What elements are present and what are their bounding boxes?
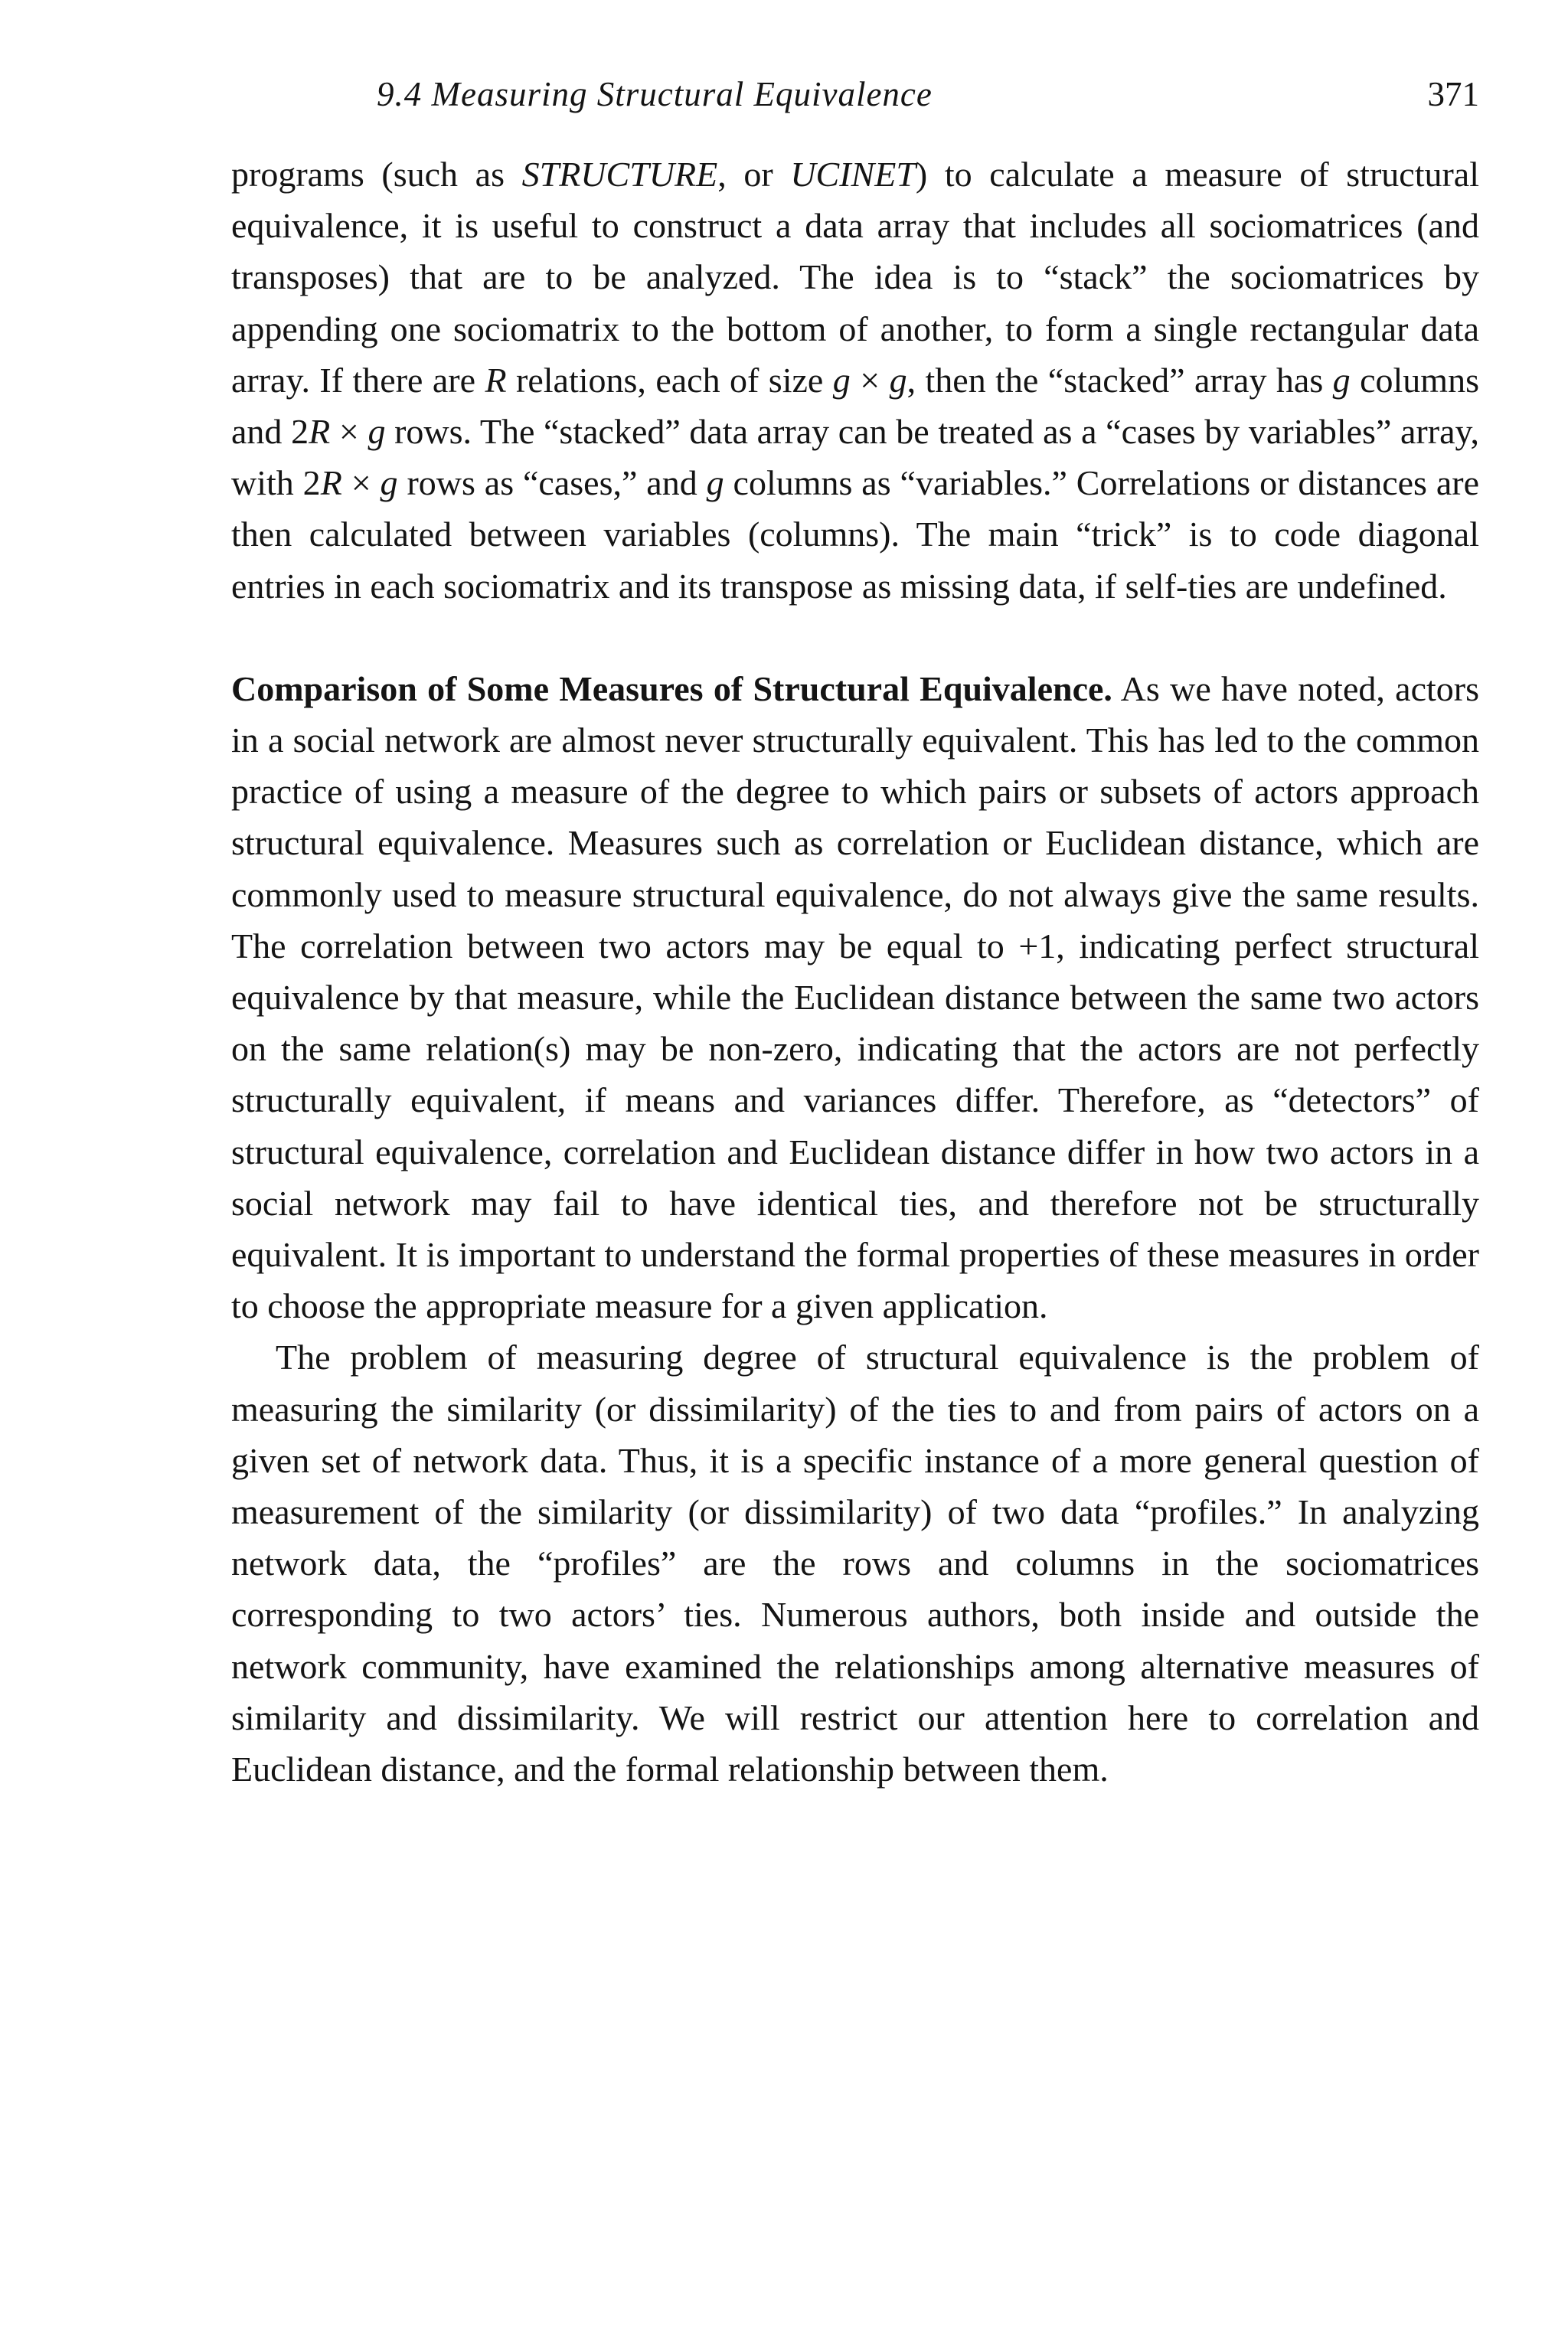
paragraph-measuring-similarity: The problem of measuring degree of structural equivalence is the problem of measuring the similarity (or dissimilarity) of the ties to and from pairs of actors on a given set of network data. Thus, it is a specific instance of a more general question of measurement of the similarity (or dissimilarity) of two data “profiles.” In analyzing network data, the “profiles” are the rows and columns in the sociomatrices corresponding to two actors’ ties. Numerous authors, both inside and outside the network community, have examined the relationships among alternative measures of similarity and dissimilarity. We will restrict our attention here to correlation and Euclidean distance, and the formal relationship between them. xyxy=(231,1338,1479,1789)
paragraph-spacer xyxy=(231,612,1479,663)
software-name-ucinet: UCINET xyxy=(790,155,916,194)
math-var: R xyxy=(320,463,342,503)
math-var: g xyxy=(380,463,398,503)
math-var: g xyxy=(706,463,724,503)
math-var: g xyxy=(1332,360,1351,400)
running-header xyxy=(231,67,1479,121)
math-var: g xyxy=(889,360,907,400)
math-var: g xyxy=(368,412,386,452)
paragraph-comparison-of-measures: Comparison of Some Measures of Structural Equivalence. As we have noted, actors in a social network are almost never structurally equivalent. This has led to the common practice of using a measure of the degree to which pairs or subsets of actors approach structural equivalence. Measures such as correlation or Euclidean distance, which are commonly used to measure structural equivalence, do not always give the same results. The correlation between two actors may be equal to +1, indicating perfect structural equivalence by that measure, while the Euclidean distance between the same two actors on the same relation(s) may be non-zero, indicating that the actors are not perfectly structurally equivalent, if means and variances differ. Therefore, as “detectors” of structural equivalence, correlation and Euclidean distance differ in how two actors in a social network may fail to have identical ties, and therefore not be structurally equivalent. It is important to understand the formal properties of these measures in order to choose the appropriate measure for a given application. xyxy=(231,668,1479,1326)
page-number: 371 xyxy=(1427,75,1479,113)
page-body xyxy=(231,149,1479,1795)
section-run-in-heading: Comparison of Some Measures of Structural Equivalence. xyxy=(231,668,1112,708)
math-var: g xyxy=(832,360,851,400)
software-name-structure: STRUCTURE xyxy=(521,155,718,194)
math-var: R xyxy=(309,412,331,452)
running-header-title: 9.4 Measuring Structural Equivalence xyxy=(377,75,933,113)
paragraph-stacked-array: programs (such as STRUCTURE, or UCINET) to calculate a measure of structural equivalence, it is useful to construct a data array that includes all sociomatrices (and transposes) that are to be analyzed. The idea is to “stack” the sociomatrices by appending one sociomatrix to the bottom of another, to form a single rectangular data array. If there are R relations, each of size g × g, then the “stacked” array has g columns and 2R × g rows. The “stacked” data array can be treated as a “cases by variables” array, with 2R × g rows as “cases,” and g columns as “variables.” Correlations or distances are then calculated between variables (columns). The main “trick” is to code diagonal entries in each sociomatrix and its transpose as missing data, if self-ties are undefined. xyxy=(231,155,1480,606)
math-var: R xyxy=(485,360,507,400)
